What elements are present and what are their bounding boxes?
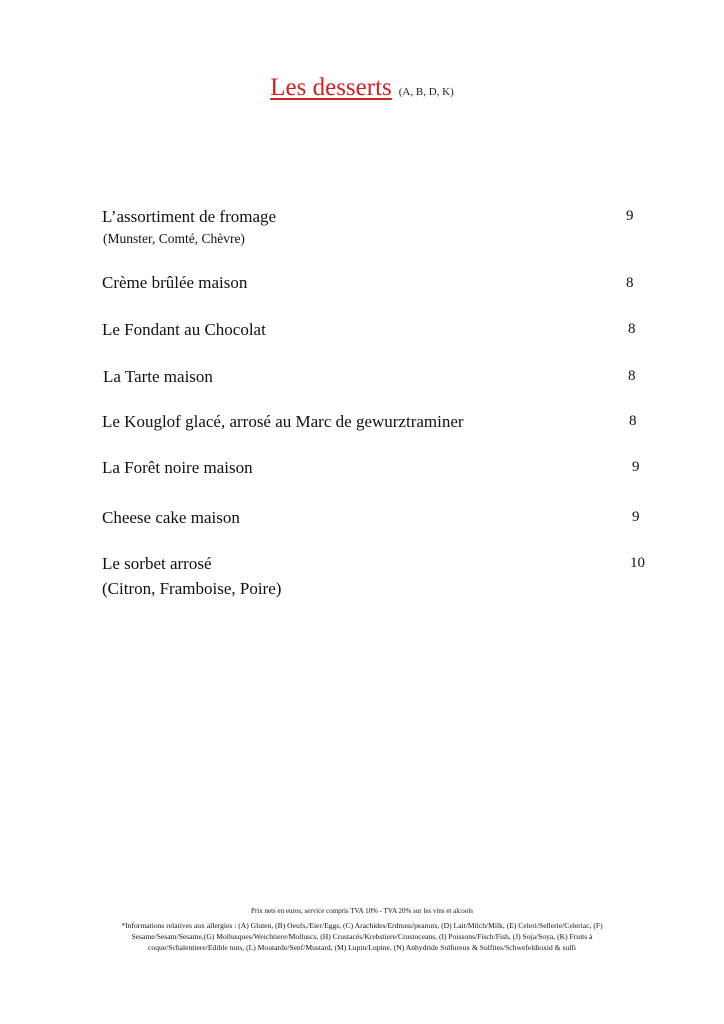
item-name-fondant: Le Fondant au Chocolat xyxy=(102,320,266,339)
item-name-kouglof: Le Kouglof glacé, arrosé au Marc de gewurztraminer xyxy=(102,412,464,431)
allergen-codes: (A, B, D, K) xyxy=(398,86,454,98)
item-name-foret-noire: La Forêt noire maison xyxy=(102,458,253,477)
item-price-fromage: 9 xyxy=(626,208,634,224)
allergen-line: *Informations relatives aux allergies : (A) Gluten, (B) Oeufs,/Eier/Eggs, (C) Arachides/Erdnuss/peanuts, (D) Lait/Milch/Milk, (E) Celeri/Sellerie/Celeriac, (F) xyxy=(121,921,603,930)
item-price-cheese-cake: 9 xyxy=(632,509,640,525)
item-detail-sorbet: (Citron, Framboise, Poire) xyxy=(102,579,282,598)
item-name-tarte: La Tarte maison xyxy=(103,367,213,386)
item-price-foret-noire: 9 xyxy=(632,459,640,475)
footer-prices-note: Prix nets en euros, service compris TVA 10% - TVA 20% sur les vins et alcools xyxy=(251,907,473,915)
page-title: Les desserts xyxy=(270,74,392,101)
item-name-creme-brulee: Crème brûlée maison xyxy=(102,273,248,292)
item-price-creme-brulee: 8 xyxy=(626,275,634,291)
item-price-sorbet: 10 xyxy=(630,555,645,571)
item-name-cheese-cake: Cheese cake maison xyxy=(102,508,240,527)
item-price-kouglof: 8 xyxy=(629,413,637,429)
item-price-tarte: 8 xyxy=(628,368,636,384)
footer-allergens xyxy=(60,920,664,953)
allergen-line: Sesame/Sesam/Sesame,(G) Mollusques/Weichtiere/Molluscs, (H) Crustacés/Krebstiere/Crustoceans, (I) Poissons/Fisch/Fish, (J) Soja/Soya, (K) Fruits à xyxy=(131,932,593,941)
allergen-line: coque/Schalentiere/Edible nuts, (L) Moutarde/Senf/Mustard, (M) Lupin/Lupine, (N) Anhydride Sulfureux & Sulfites/Schwefeldioxid & sulfi xyxy=(148,943,576,952)
item-name-fromage: L’assortiment de fromage xyxy=(102,207,277,226)
menu-header xyxy=(0,74,724,102)
item-detail-fromage: (Munster, Comté, Chèvre) xyxy=(103,231,245,246)
item-name-sorbet: Le sorbet arrosé xyxy=(102,554,212,573)
item-price-fondant: 8 xyxy=(628,321,636,337)
